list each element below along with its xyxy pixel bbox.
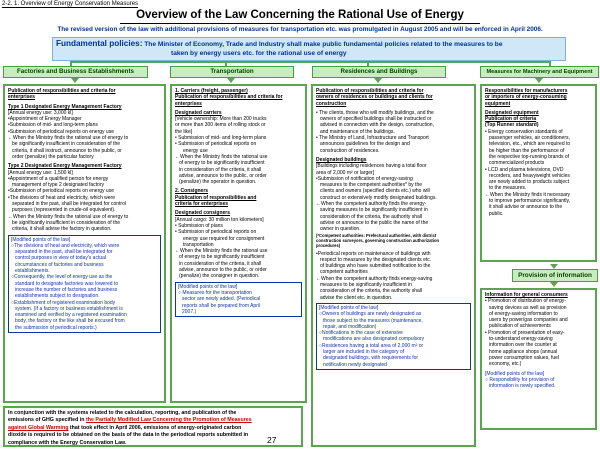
factories-line: management of type 2 designated factory — [12, 182, 105, 189]
modified-line: circumstances of factories and business — [15, 261, 104, 268]
modified-line: repair, and modification) — [323, 323, 377, 330]
provision-line: to-understand energy-saving — [489, 336, 553, 343]
provision-line: information over the counter at — [489, 342, 557, 349]
factories-line: ←When the Ministry finds the rational use of energy to — [8, 135, 129, 142]
machinery-panel — [480, 84, 597, 262]
residences-line: construction — [316, 100, 347, 107]
down-arrow-icon — [227, 78, 235, 83]
modified-points-heading: [Modified points of the law] — [178, 283, 238, 290]
factories-line: ←When the Ministry finds the rational use of energy to — [8, 213, 129, 220]
residences-line: measures to be significantly insufficient in — [320, 282, 412, 289]
note-law-name: against Global Warming — [8, 424, 69, 431]
modified-line: ○Consequently, the level of energy use as the — [11, 274, 113, 281]
residences-line: advised in connection with the design, construction, — [320, 122, 434, 129]
transport-line: • Submission of mid- and long-term plans — [175, 135, 267, 142]
transport-line: criteria for enterprises — [175, 201, 229, 208]
residences-line: construct or extensively modify designated buildings. — [320, 194, 437, 201]
factories-line: •Submission of mid- and long-term plans — [8, 122, 98, 129]
provision-line: power consumption values, fuel — [489, 354, 560, 361]
section-tag: 2-2. 1. Overview of Energy Conservation Measures — [2, 1, 139, 7]
transport-designated-carriers: Designated carriers — [175, 109, 222, 116]
machinery-line: to improve performance significantly, — [489, 198, 571, 205]
transportation-panel — [170, 84, 307, 403]
machinery-line: it shall advise or announce to the — [489, 204, 563, 211]
modified-line: 2007.) — [182, 308, 197, 315]
factories-line: be significantly insufficient in consideration of the — [12, 219, 121, 226]
residences-line: owners of residences or buildings and clients for — [316, 94, 433, 101]
factories-line: order (penalize) the particular factory — [12, 153, 94, 160]
note-line: In conjunction with the systems related to the calculation, reporting, and publication of the — [8, 410, 237, 416]
transport-line: Publication of responsibilities and — [175, 194, 257, 201]
residences-panel — [311, 84, 476, 447]
provision-panel — [480, 288, 597, 430]
residences-line: respect to measures by the designated clients etc. — [320, 256, 432, 263]
modified-line: increase the number of factories and business — [15, 286, 118, 293]
column-header-factories: Factories and Business Establishments — [3, 66, 148, 78]
provision-line: home appliance shops (annual — [489, 348, 558, 355]
modified-line: examined and verified by a registered examination — [15, 312, 127, 319]
machinery-line: Responsibilities for manufacturers — [485, 88, 568, 94]
note-line — [8, 425, 298, 432]
transport-line: of energy to be significantly insufficient — [179, 160, 265, 167]
transport-line: Publication of responsibilities and criteria for — [175, 94, 283, 101]
transport-line: enterprises — [175, 100, 202, 107]
residences-line: consideration of the criteria, the authority shall — [320, 213, 422, 220]
modified-line: ○ Responsibility for provision of — [485, 376, 555, 383]
residences-footnote: construction surveyors, governing construction authorization — [316, 237, 440, 243]
modified-line: ○Owners of buildings are newly designated as — [319, 311, 422, 318]
residences-line: of buildings who have submitted notification to the — [320, 263, 431, 270]
transport-line: (penalize) the operator in question. — [179, 179, 257, 186]
machinery-line: equipment — [485, 100, 511, 107]
residences-line: advise the client etc. in question. — [320, 294, 393, 301]
note-line — [8, 417, 298, 424]
transport-line: advise, announce to the public, or order — [179, 172, 267, 179]
factories-line: be significantly insufficient in consideration of the — [12, 141, 121, 148]
machinery-line: • LCD and plasma televisions, DVD — [485, 166, 564, 173]
transport-carriers-heading: 1. Carriers (freight, passenger) — [175, 88, 248, 94]
transport-line: energy use required for consignment — [183, 235, 265, 242]
transport-modified-points — [175, 282, 302, 317]
transport-line: transportation — [183, 241, 214, 248]
provision-line: saving devices as well as provision — [489, 304, 567, 311]
residences-line: clients and owners (specified clients etc.) who will — [320, 188, 430, 195]
factories-modified-points — [8, 235, 161, 333]
machinery-line: • Energy conservation standards of — [485, 128, 563, 135]
factories-line: purposes (represented in crude-oil equivalent). — [12, 207, 116, 214]
transport-line: in consideration of the criteria, it shall — [179, 166, 262, 173]
residences-line: construction of residences. — [320, 147, 380, 154]
residences-line: announces guidelines for the design and — [320, 141, 410, 148]
modified-line: body, the factory or the like shall be excused from — [15, 318, 125, 325]
transport-line: of energy to be significantly insufficient — [179, 254, 265, 261]
transport-line: • Submission of periodical reports on — [175, 229, 257, 236]
connector-line — [70, 61, 550, 63]
factories-line: •Submission of periodical reports on energy use — [8, 128, 114, 135]
factories-line: •Appointment of a qualified person for energy — [8, 175, 109, 182]
machinery-line: to the measures. — [489, 185, 527, 192]
residences-line: advise or announce to the public the name of the — [320, 219, 429, 226]
transport-line: in consideration of the criteria, it shall — [179, 260, 262, 267]
down-arrow-icon — [550, 282, 558, 287]
transport-consigners-heading: 2. Consigners — [175, 188, 209, 195]
modified-line: notification newly designated — [323, 361, 387, 368]
factories-panel — [3, 84, 166, 403]
residences-footnote: procedures) — [316, 242, 341, 248]
modified-line: ○Establishment of registered examination body — [11, 299, 116, 306]
machinery-line: public. — [489, 210, 504, 217]
note-text: that took effect in April 2006, emissions of energy-originated carbon — [68, 424, 242, 431]
fundamental-policies-line2: taken by energy users etc. for the rational use of energy — [171, 50, 347, 57]
residences-designated-buildings: Designated buildings — [316, 156, 367, 163]
column-header-residences: Residences and Buildings — [312, 66, 446, 78]
modified-points-heading: [Modified points of the law] — [485, 370, 545, 377]
factories-line: separated in the past, shall be integrated for control — [12, 201, 126, 208]
residences-line: Publication of responsibilities and criteria for — [316, 88, 424, 94]
transport-line: • Submission of periodical reports on — [175, 141, 257, 148]
machinery-line: (Top Runner standard) — [485, 122, 539, 129]
down-arrow-icon — [374, 78, 382, 83]
note-law-name: the Partially Modified Law Concerning the Promotion of Measures — [86, 417, 252, 424]
page-number: 27 — [267, 435, 277, 445]
machinery-line: recorders, and heavyweight vehicles — [489, 172, 570, 179]
note-line: compliance with the Energy Conservation Law. — [8, 439, 127, 446]
provision-line: economy, etc.) — [489, 361, 522, 368]
residences-line: ←When the competent authority finds the energy- — [316, 201, 427, 208]
modified-line: modifications are also designated compulsory — [323, 336, 425, 343]
modified-line: establishments. — [15, 268, 50, 275]
factories-line: criteria, it shall instruct, announce to the public, or — [12, 147, 122, 154]
down-arrow-icon — [71, 78, 79, 83]
residences-footnote: (*Competent authorities: Prefectural authorities, with district — [316, 232, 437, 238]
note-text: emissions of GHG specified in — [8, 417, 86, 424]
residences-line: area of 2,000 m² or larger] — [316, 169, 375, 176]
factories-type2-heading: Type 2 Designated Energy Management Factory — [8, 163, 122, 170]
residences-line: competent authorities — [320, 269, 368, 276]
residences-line: owners of specified buildings shall be instructed or — [320, 116, 432, 123]
modified-points-heading: [Modified points of the law] — [11, 236, 71, 243]
residences-line: measures to the competent authorities* by the — [320, 182, 423, 189]
note-line: dioxide is required to be obtained on the basis of the data in the periodical reports submitted in — [8, 432, 249, 439]
modified-line: establishments subject to designation. — [15, 293, 100, 300]
provision-line: • Promotion of presentation of easy- — [485, 329, 565, 336]
modified-line: information is newly specified. — [489, 383, 556, 390]
residences-line: owner in question. — [320, 226, 361, 233]
fundamental-policies-label: Fundamental policies: — [56, 39, 143, 48]
modified-line: sector are newly added. (Periodical — [182, 296, 261, 303]
modified-line: reports shall be prepared from April — [182, 302, 261, 309]
transport-designated-consigners: Designated consigners — [175, 210, 231, 217]
residences-line: • The clients, those who will modify buildings, and the — [316, 109, 434, 116]
page-subtitle: The revised version of the law with additional provisions of measures for transportation etc. was promulgated in August 2005 and will be enforced in April 2006. — [57, 26, 543, 33]
factories-line: enterprises — [8, 94, 35, 101]
machinery-line: Publication of criteria — [485, 116, 537, 123]
machinery-line: the respective top-running brands of — [489, 153, 570, 160]
column-header-transportation: Transportation — [170, 66, 294, 78]
provision-heading: Information for general consumers — [485, 292, 568, 298]
column-header-machinery: Measures for Machinery and Equipment — [480, 66, 599, 78]
modified-line: system. (If a factory or business establishment is — [15, 305, 123, 312]
residences-line: ←When the competent authority finds energy-saving — [316, 275, 433, 282]
residences-line: and maintenance of the buildings. — [320, 128, 395, 135]
residences-line: •Submission of notification of energy-saving — [316, 175, 413, 182]
machinery-designated-equipment: Designated equipment — [485, 109, 539, 116]
page-title: Overview of the Law Concerning the Rational Use of Energy — [136, 9, 464, 21]
modified-line: ○The divisions of heat and electricity, which were — [11, 242, 120, 249]
factories-line: criteria, it shall advise the factory in question. — [12, 226, 112, 233]
provision-line: of energy-saving information to — [489, 310, 558, 317]
modified-line: ○Residences having a total area of 2,000 m² or — [319, 342, 424, 349]
residences-line: • The Ministry of Land, Infrastructure and Transport — [316, 135, 429, 142]
machinery-line: be higher than the performance of — [489, 147, 565, 154]
residences-line: consideration of the criteria, the authority shall — [320, 288, 422, 295]
machinery-line: or importers of energy-consuming — [485, 94, 567, 101]
factories-line: [Annual energy use: 3,000 kl] — [8, 109, 73, 116]
provision-line: publication of achievements — [489, 323, 551, 330]
modified-line: designated buildings, with requirements for — [323, 355, 419, 362]
machinery-line: television, etc., which are required to — [489, 141, 571, 148]
provision-line: • Promotion of distribution of energy- — [485, 298, 566, 305]
factories-type1-heading: Type 1 Designated Energy Management Factory — [8, 103, 122, 110]
machinery-line: passenger vehicles, air conditioners, — [489, 135, 570, 142]
residences-line: [Buildings including residences having a total floor — [316, 163, 427, 170]
transport-line: ←When the Ministry finds the rational use — [175, 153, 268, 160]
modified-line: larger are included in the category of — [323, 348, 405, 355]
transport-line: [Annual cargo: 30 million ton kilometers] — [175, 216, 264, 223]
factories-line: •The divisions of heat and electricity, which were — [8, 194, 115, 201]
title-underline — [120, 23, 480, 24]
fundamental-policies-line1: The Minister of Economy, Trade and Industry shall make public fundamental policies related to the measures to be — [144, 41, 503, 48]
transport-line: • Submission of plans — [175, 222, 223, 229]
fundamental-policies-text — [56, 39, 562, 58]
factories-line: •Appointment of Energy Manager — [8, 116, 82, 123]
modified-line: ○ Measures for the transportation — [178, 289, 252, 296]
transport-line: advise, announce to the public, or order — [179, 267, 267, 274]
transport-line: energy use — [183, 147, 208, 154]
transport-line: or more than 300 items of rolling stock or — [175, 122, 266, 129]
modified-points-heading: [Modified points of the law] — [319, 304, 379, 311]
factories-line: [Annual energy use: 1,500 kl] — [8, 169, 73, 176]
residences-line: saving measures to be significantly insufficient in — [320, 207, 428, 214]
residences-modified-points — [316, 303, 471, 370]
transport-line: [Vehicle ownership: More than 200 trucks — [175, 116, 267, 123]
modified-line: the submission of periodical reports.) — [15, 324, 97, 331]
transport-line: (penalize) the consigner in question. — [179, 273, 260, 280]
factories-line: Publication of responsibilities and criteria for — [8, 88, 116, 94]
modified-line: those subject to the measures (maintenance, — [323, 317, 423, 324]
provision-header: Provision of information — [512, 269, 598, 282]
transport-line: ←When the Ministry finds the rational use — [175, 248, 268, 255]
machinery-line: commercialized products — [489, 160, 545, 167]
modified-line: ○Notifications in the case of extensive — [319, 330, 403, 337]
modified-line: standard to designate factories was lowered to — [15, 280, 119, 287]
residences-line: •Periodical reports on maintenance of buildings with — [316, 250, 431, 257]
factories-line: •Submission of periodical reports on energy use — [8, 188, 114, 195]
transport-line: the like] — [175, 128, 193, 135]
provision-line: users by power/gas companies and — [489, 317, 568, 324]
machinery-line: ←When the Ministry finds it necessary — [485, 191, 571, 198]
down-arrow-icon — [535, 78, 543, 83]
modified-line: control purposes in view of today's actual — [15, 255, 107, 262]
modified-line: separated in the past, shall be integrated for — [15, 249, 113, 256]
machinery-line: are newly added to products subject — [489, 179, 570, 186]
global-warming-note — [3, 406, 303, 447]
